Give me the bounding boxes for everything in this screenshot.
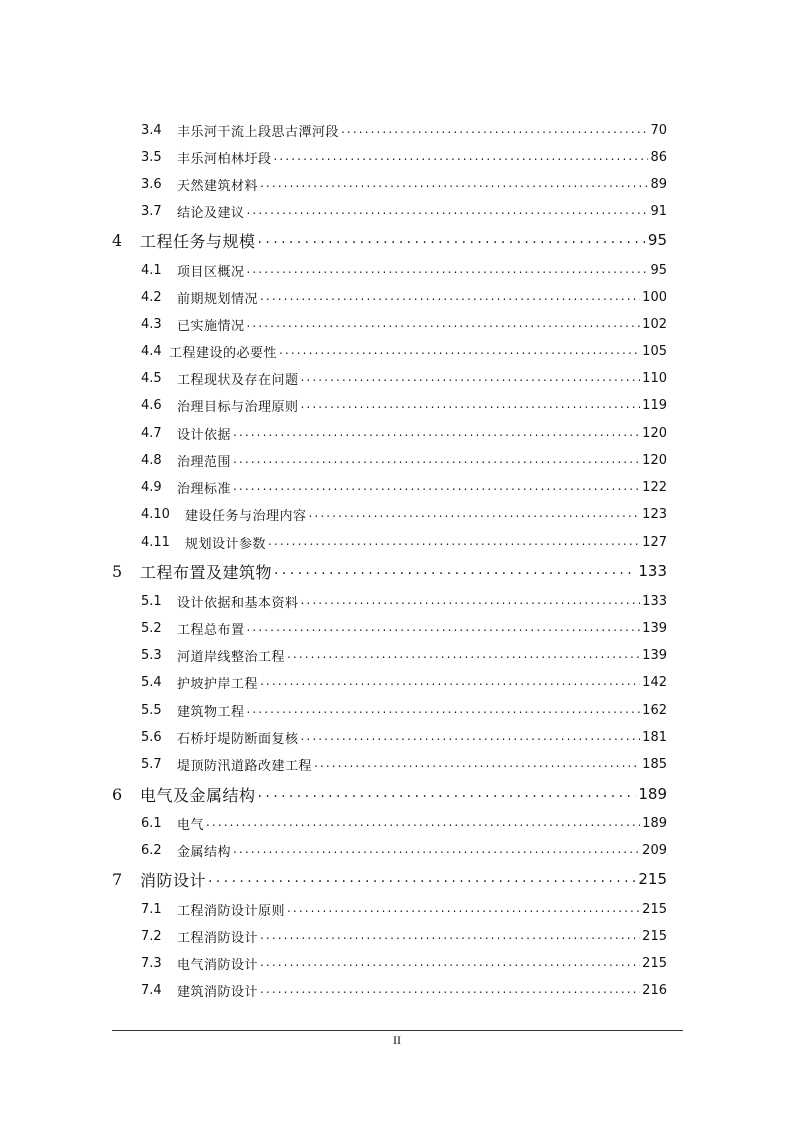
toc-entry-number: 6.2	[141, 842, 162, 858]
dot-leader	[301, 396, 641, 414]
toc-entry-title: 结论及建议	[177, 205, 245, 220]
dot-leader	[233, 451, 640, 469]
dot-leader	[260, 175, 648, 193]
dot-leader	[208, 868, 636, 890]
toc-entry-page: 105	[642, 343, 667, 359]
toc-entry-number: 4.4	[141, 343, 162, 359]
toc-entry[interactable]	[141, 121, 667, 139]
toc-entry-title: 治理标准	[177, 481, 232, 496]
toc-chapter-entry[interactable]	[112, 229, 667, 251]
dot-leader	[233, 841, 640, 859]
toc-entry-number: 5.1	[141, 593, 162, 609]
toc-entry[interactable]	[141, 396, 667, 414]
toc-entry[interactable]	[141, 954, 667, 972]
toc-entry[interactable]	[141, 646, 667, 664]
toc-entry-page: 95	[647, 231, 667, 249]
dot-leader	[247, 701, 641, 719]
toc-entry-title: 设计依据	[177, 427, 232, 442]
toc-entry-title: 规划设计参数	[185, 536, 267, 551]
toc-entry-number: 5.7	[141, 756, 162, 772]
toc-entry-page: 123	[642, 506, 667, 522]
toc-entry[interactable]	[141, 673, 667, 691]
toc-entry-title: 工程建设的必要性	[169, 345, 278, 360]
toc-entry-page: 142	[642, 674, 667, 690]
toc-entry-page: 133	[642, 593, 667, 609]
toc-entry-number: 3.7	[141, 203, 162, 219]
toc-entry-page: 102	[642, 316, 667, 332]
toc-entry-page: 89	[650, 176, 667, 192]
toc-entry-title: 丰乐河柏林圩段	[177, 151, 272, 166]
toc-entry[interactable]	[141, 451, 667, 469]
toc-entry-number: 4.8	[141, 452, 162, 468]
dot-leader	[260, 954, 640, 972]
dot-leader	[268, 533, 640, 551]
toc-entry-title: 建筑物工程	[177, 704, 245, 719]
toc-entry-title: 电气及金属结构	[140, 785, 256, 805]
dot-leader	[247, 619, 641, 637]
toc-entry-title: 治理目标与治理原则	[177, 399, 299, 414]
dot-leader	[247, 202, 649, 220]
dot-leader	[247, 315, 641, 333]
toc-entry-number: 4.3	[141, 316, 162, 332]
toc-entry[interactable]	[141, 505, 667, 523]
dot-leader	[309, 505, 641, 523]
toc-entry-number: 3.4	[141, 122, 162, 138]
toc-entry[interactable]	[141, 814, 667, 832]
toc-entry-number: 5.6	[141, 729, 162, 745]
toc-entry[interactable]	[141, 592, 667, 610]
toc-entry-page: 189	[638, 785, 667, 803]
toc-entry-page: 122	[642, 479, 667, 495]
toc-entry-title: 工程总布置	[177, 622, 245, 637]
toc-entry-page: 133	[638, 562, 667, 580]
toc-chapter-entry[interactable]	[112, 783, 667, 805]
toc-entry[interactable]	[141, 981, 667, 999]
toc-entry-number: 3.6	[141, 176, 162, 192]
toc-entry[interactable]	[141, 478, 667, 496]
toc-entry-page: 95	[650, 262, 667, 278]
dot-leader	[233, 478, 640, 496]
toc-entry[interactable]	[141, 288, 667, 306]
toc-entry-number: 7.2	[141, 928, 162, 944]
toc-entry-number: 3.5	[141, 149, 162, 165]
toc-entry-number: 4.1	[141, 262, 162, 278]
toc-entry-page: 70	[650, 122, 667, 138]
toc-entry-page: 110	[642, 370, 667, 386]
toc-entry[interactable]	[141, 701, 667, 719]
toc-entry[interactable]	[141, 533, 667, 551]
toc-entry-title: 丰乐河干流上段思古潭河段	[177, 124, 340, 139]
toc-entry-page: 86	[650, 149, 667, 165]
toc-entry[interactable]	[141, 369, 667, 387]
toc-entry-title: 工程消防设计	[177, 930, 259, 945]
toc-entry[interactable]	[141, 927, 667, 945]
toc-entry-page: 127	[642, 534, 667, 550]
toc-entry-page: 181	[642, 729, 667, 745]
toc-entry-page: 139	[642, 647, 667, 663]
dot-leader	[301, 369, 641, 387]
toc-entry[interactable]	[141, 424, 667, 442]
toc-entry-number: 5.3	[141, 647, 162, 663]
toc-entry-page: 91	[650, 203, 667, 219]
toc-entry-page: 215	[642, 928, 667, 944]
toc-entry-title: 金属结构	[177, 844, 232, 859]
toc-entry-title: 消防设计	[140, 870, 207, 890]
dot-leader	[274, 560, 636, 582]
toc-entry-number: 4.11	[141, 534, 170, 550]
toc-entry[interactable]	[141, 342, 667, 360]
toc-entry-number: 5	[112, 561, 123, 581]
toc-entry-title: 工程现状及存在问题	[177, 372, 299, 387]
dot-leader	[260, 981, 640, 999]
toc-entry-title: 工程布置及建筑物	[140, 562, 273, 582]
toc-chapter-entry[interactable]	[112, 560, 667, 582]
toc-entry-number: 6	[112, 784, 123, 804]
dot-leader	[258, 783, 637, 805]
toc-entry-page: 120	[642, 452, 667, 468]
toc-entry-number: 5.2	[141, 620, 162, 636]
toc-entry-page: 139	[642, 620, 667, 636]
dot-leader	[260, 927, 640, 945]
toc-entry-number: 7.1	[141, 901, 162, 917]
toc-chapter-entry[interactable]	[112, 868, 667, 890]
toc-entry-page: 189	[642, 815, 667, 831]
dot-leader	[341, 121, 648, 139]
toc-entry-number: 7.3	[141, 955, 162, 971]
toc-entry-page: 119	[642, 397, 667, 413]
toc-entry-page: 162	[642, 702, 667, 718]
dot-leader	[260, 673, 640, 691]
toc-entry-number: 4.9	[141, 479, 162, 495]
toc-entry-page: 209	[642, 842, 667, 858]
toc-entry-page: 100	[642, 289, 667, 305]
toc-entry[interactable]	[141, 728, 667, 746]
toc-entry-title: 项目区概况	[177, 264, 245, 279]
toc-entry-number: 7	[112, 869, 123, 889]
toc-entry-title: 工程消防设计原则	[177, 903, 286, 918]
toc-entry-page: 215	[638, 870, 667, 888]
toc-entry-title: 建筑消防设计	[177, 984, 259, 999]
toc-entry-title: 天然建筑材料	[177, 178, 259, 193]
toc-entry-title: 护坡护岸工程	[177, 676, 259, 691]
dot-leader	[206, 814, 640, 832]
toc-entry-number: 4	[112, 230, 123, 250]
dot-leader	[247, 261, 649, 279]
toc-entry-number: 4.10	[141, 506, 170, 522]
toc-entry-number: 5.4	[141, 674, 162, 690]
toc-entry-title: 电气	[177, 817, 205, 832]
toc-entry-page: 185	[642, 756, 667, 772]
toc-entry[interactable]	[141, 202, 667, 220]
toc-entry[interactable]	[141, 175, 667, 193]
toc-entry[interactable]	[141, 148, 667, 166]
toc-entry-title: 设计依据和基本资料	[177, 595, 299, 610]
toc-entry-title: 河道岸线整治工程	[177, 649, 286, 664]
toc-entry[interactable]	[141, 841, 667, 859]
toc-entry-number: 6.1	[141, 815, 162, 831]
toc-entry-title: 石桥圩堤防断面复核	[177, 731, 299, 746]
toc-entry-page: 120	[642, 425, 667, 441]
toc-entry-page: 216	[642, 982, 667, 998]
toc-entry-title: 治理范围	[177, 454, 232, 469]
toc-entry-page: 215	[642, 955, 667, 971]
toc-entry-number: 4.6	[141, 397, 162, 413]
dot-leader	[287, 646, 640, 664]
dot-leader	[279, 342, 640, 360]
dot-leader	[233, 424, 640, 442]
dot-leader	[274, 148, 649, 166]
toc-entry-title: 工程任务与规模	[140, 231, 256, 251]
footer-divider	[112, 1030, 683, 1031]
toc-entry-number: 4.2	[141, 289, 162, 305]
toc-entry[interactable]	[141, 261, 667, 279]
dot-leader	[258, 229, 646, 251]
toc-entry-title: 堤顶防汛道路改建工程	[177, 758, 313, 773]
dot-leader	[301, 728, 641, 746]
toc-entry-number: 4.5	[141, 370, 162, 386]
toc-entry-number: 4.7	[141, 425, 162, 441]
toc-entry-title: 电气消防设计	[177, 957, 259, 972]
toc-entry[interactable]	[141, 755, 667, 773]
toc-entry-title: 前期规划情况	[177, 291, 259, 306]
toc-entry[interactable]	[141, 900, 667, 918]
toc-entry[interactable]	[141, 619, 667, 637]
toc-entry-title: 已实施情况	[177, 318, 245, 333]
dot-leader	[301, 592, 641, 610]
footer-page-number: II	[393, 1033, 401, 1047]
toc-entry-number: 7.4	[141, 982, 162, 998]
dot-leader	[314, 755, 640, 773]
toc-entry[interactable]	[141, 315, 667, 333]
toc-entry-title: 建设任务与治理内容	[185, 508, 307, 523]
dot-leader	[287, 900, 640, 918]
toc-entry-page: 215	[642, 901, 667, 917]
toc-entry-number: 5.5	[141, 702, 162, 718]
dot-leader	[260, 288, 640, 306]
